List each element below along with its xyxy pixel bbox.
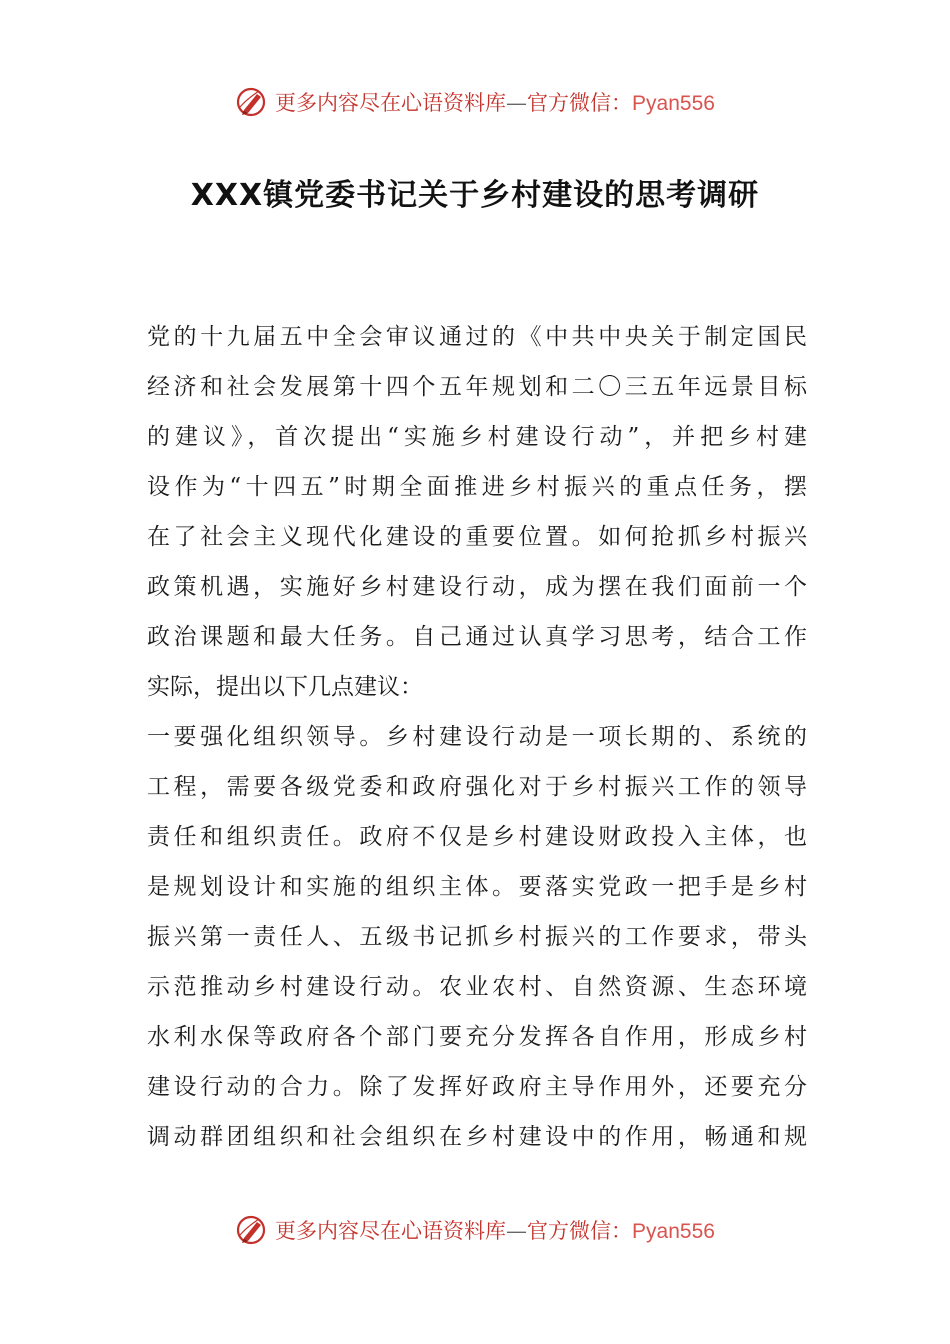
body-line: 的建议》，首次提出“实施乡村建设行动”，并把乡村建	[147, 424, 807, 450]
body-line: 建设行动的合力。除了发挥好政府主导作用外，还要充分	[147, 1074, 807, 1100]
footer-banner	[0, 1208, 950, 1252]
header-banner-dash: —	[506, 91, 528, 115]
footer-banner-prefix: 更多内容尽在心语资料库	[275, 1219, 507, 1243]
body-line: 实际，提出以下几点建议：	[147, 674, 423, 700]
header-banner-label: 官方微信：	[527, 91, 633, 115]
body-line: 水利水保等政府各个部门要充分发挥各自作用，形成乡村	[147, 1024, 807, 1050]
footer-banner-dash: —	[506, 1219, 528, 1243]
body-line: 党的十九届五中全会审议通过的《中共中央关于制定国民	[147, 324, 807, 350]
body-line: 调动群团组织和社会组织在乡村建设中的作用，畅通和规	[147, 1124, 807, 1150]
header-banner-prefix: 更多内容尽在心语资料库	[275, 91, 507, 115]
header-banner-text	[275, 87, 715, 117]
document-body	[147, 312, 807, 1162]
footer-banner-label: 官方微信：	[527, 1219, 633, 1243]
footer-banner-text	[275, 1215, 715, 1245]
body-line: 政治课题和最大任务。自己通过认真学习思考，结合工作	[147, 624, 807, 650]
pen-logo-icon	[235, 85, 269, 119]
body-line: 是规划设计和实施的组织主体。要落实党政一把手是乡村	[147, 874, 807, 900]
body-line: 设作为“十四五”时期全面推进乡村振兴的重点任务，摆	[147, 474, 807, 500]
body-line: 振兴第一责任人、五级书记抓乡村振兴的工作要求，带头	[147, 924, 807, 950]
body-line: 一要强化组织领导。乡村建设行动是一项长期的、系统的	[147, 724, 807, 750]
body-line: 在了社会主义现代化建设的重要位置。如何抢抓乡村振兴	[147, 524, 807, 550]
body-line: 经济和社会发展第十四个五年规划和二〇三五年远景目标	[147, 374, 807, 400]
body-line: 责任和组织责任。政府不仅是乡村建设财政投入主体，也	[147, 824, 807, 850]
document-title: XXX镇党委书记关于乡村建设的思考调研	[190, 178, 760, 213]
header-wechat-id: Pyan556	[632, 92, 715, 115]
body-line: 政策机遇，实施好乡村建设行动，成为摆在我们面前一个	[147, 574, 807, 600]
body-line: 工程，需要各级党委和政府强化对于乡村振兴工作的领导	[147, 774, 807, 800]
header-banner	[0, 80, 950, 124]
footer-wechat-id: Pyan556	[632, 1220, 715, 1243]
pen-logo-icon	[235, 1213, 269, 1247]
body-line: 示范推动乡村建设行动。农业农村、自然资源、生态环境	[147, 974, 807, 1000]
